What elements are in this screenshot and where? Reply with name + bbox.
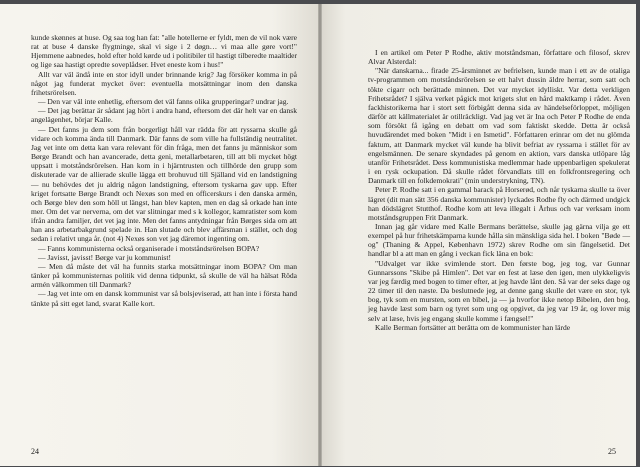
paragraph: Innan jag går vidare med Kalle Bermans berättelse, skulle jag gärna vilja ge ett exempel på hur frihetskämparna kunde hålla sin mänskliga sida hel. I boken "Bøde — og" (Thaning & Appel, København 1972) skrev Rodhe om sin fängelsetid. Det handlar bl a att man en gång i veckan fick läna en bok: bbox=[368, 221, 630, 259]
paragraph: I en artikel om Peter P Rodhe, aktiv motståndsman, författare och filosof, skrev Alvar Alsterdal: bbox=[368, 48, 630, 67]
paragraph: — Det jag berättar är sådant jag hört i andra hand, eftersom det där helt var en dansk angelägenhet, börjar Kalle. bbox=[31, 106, 297, 125]
paragraph: — Det fanns ju dem som från borgerligt håll var rädda för att ryssarna skulle gå vidare och komma ända till Danmark. Där fanns de som ville ha fullständig neutralitet. Jag vet inte om detta kan vara relevant för din fråga, men det fanns ju människor som Børge Brandt och han avancerade, detta geni, metallarbetaren, till att bli mycket högt uppsatt i motståndsrörelsen. Han kom in i hjärntrusten och tillhörde den grupp som diskuterade var de allierade skulle lägga ett brohuvud till Själland vid en landstigning — nu behövdes det ju aldrig någon landstigning, eftersom tyskarna gav upp. Efter kriget fortsatte Børge Brandt och Nexøs son med en officerskurs i den danska armén, och Børge blev den som höll ut längst, han blev kapten, men en dag så orkade han inte mer. Om det var nerverna, om det var slitningar med s k kollegor, kamratister som kom ifrån andra familjer, det vet jag inte. Men det fanns antydningar från Børges sida om att han ans arbetarbakgrund spelade in. Han slutade och blev affärsman i stället, och dog sedan i relativt unga år. (not 4) Nexøs son vet jag däremot ingenting om. bbox=[31, 124, 297, 244]
paragraph: — Jag vet inte om en dansk kommunist var så bolsjeviserad, att han inte i första hand tänkte på sitt eget land, svarat Kalle kort. bbox=[31, 289, 297, 308]
paragraph: kunde skønnes at huse. Og saa tog han fat: "alle hotellerne er fyldt, men de vil nok være rat at buse 4 danske flygtninge, skal vi sige i 2 døgn… vi maa alle gøre vort!" Hjemmene aabnedes, hold efter hold kørde ud i politibiler til hastigt tilberedte maaltider og lige saa hastigt opredte soveplådser. Hvet eneste kom i hus!" bbox=[31, 33, 297, 70]
paragraph: — Den var väl inte enhetlig, eftersom det väl fanns olika grupperingar? undrar jag. bbox=[38, 97, 289, 107]
book-gutter bbox=[318, 4, 322, 466]
right-page bbox=[320, 4, 636, 466]
paragraph: "Udvalget var ikke svimlende stort. Den første bog, jeg tog, var Gunnar Gunnarssons "Skibe på Himlen". Det var en fest at læse den igen, men ulykkeligvis var jeg færdig med bogen to timer efter, at jeg havde lånt den. Så var der seks dage og 22 timer til den næste. Da beslutnede jeg, at denne gang skulle det være en stor, tyk bog, tyk som en mursten, som en bibel, ja — ja hvorfor ikke netop Bibelen, den bog, jeg havde læst som barn og tyret som ung og opgivet, da jeg var 19 år, og lover mig selv at læse, hvis jeg engang skulle komme i fængsel!" bbox=[368, 258, 630, 323]
paragraph: — Fanns kommunisterna också organiserade i motståndsrörelsen BOPA? bbox=[38, 243, 260, 253]
paragraph: — Javisst, javisst! Børge var ju kommunist! bbox=[38, 252, 171, 262]
paragraph: Kalle Berman fortsätter att berätta om de kommunister han lärde bbox=[375, 322, 571, 332]
paragraph: — Men då måste det väl ha funnits starka motsättningar inom BOPA? Om man tänker på kommunisternas politik vid denna tidpunkt, så skulle de väl ha hälsat Röda armén välkommen till Danmark? bbox=[31, 261, 297, 290]
paragraph: Peter P. Rodhe satt i en gammal barack på Horserød, och når tyskarna skulle ta över lägret (dit man sätt 356 danska kommunister) lyckades Rodhe fly och därmed undgick han dödslägret Stutthof. Rodhe kom att leva illegalt i Århus och var verksam inom motståndsgruppen Frit Danmark. bbox=[368, 185, 630, 222]
right-page-text bbox=[368, 48, 630, 332]
paragraph: Allt var väl ändå inte en stor idyll under brinnande krig? Jag försöker komma in på något jag funderat mycket över: eventuella motsättningar inom den danska frihetsrörelsen. bbox=[31, 69, 297, 97]
paragraph: "När danskarna... firade 25-årsminnet av befrielsen, kunde man i ett av de otaliga tv-programmen om motståndsrörelsen se ett halvt dussin äldre herrar, som satt och tökte cigarr och berättade minnen. Det var mycket idylliskt. Var detta verkligen Frihetsrådet? I själva verket pågick mot krigets slut en hård maktkamp i rådet. Även fackhistorikerna har i stort sett förbigått denna sida av händelseförloppet, möjligen därför att källmaterialet är otillräckligt. Vad jag vet är Ina och Peter P Rodhe de enda som försökt få igång en debatt om vad som faktiskt skedde. Detta är också huvudärendet med boken "Midt i en Ismetid". Författaren erinrar om det nu glömda faktum, att Danmark mycket väl kunde ha blivit befriat av ryssarna i stället för av engelsmännen. De senare skyndades på genom en aktion, vars danska utlöpare låg utanför Frihetsrådet. Dess kommunistiska medlemmar hade uppenbarligen spekulerat i en rysk ockupation. Då skulle rådet förvandlats till en folkfrontsregering och Danmark till en folkdemokrati" (min understrykning, TN). bbox=[368, 66, 630, 186]
page-number: 24 bbox=[31, 447, 39, 456]
left-page-text bbox=[31, 33, 297, 308]
page-number: 25 bbox=[608, 447, 616, 456]
left-page bbox=[0, 4, 320, 466]
